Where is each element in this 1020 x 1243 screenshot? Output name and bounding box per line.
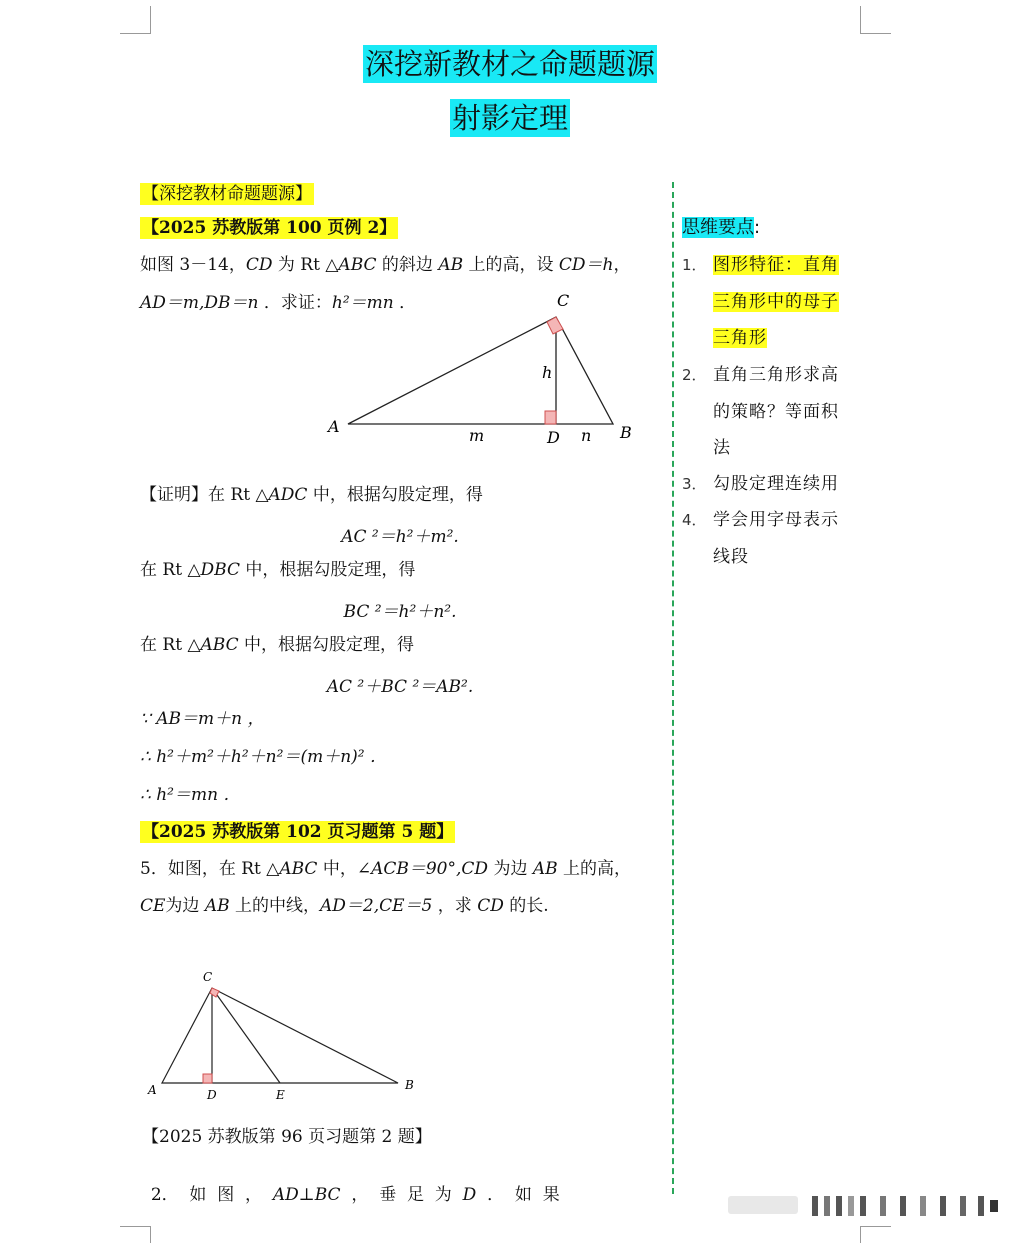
sidebar-item-4: 4． 学会用字母表示线段: [682, 502, 857, 576]
example1-line2: AD＝m,DB＝n ．求证：h²＝mn ．: [140, 293, 417, 313]
figure2-label-a: A: [148, 1083, 157, 1097]
page-subtitle-text: 射影定理: [451, 101, 568, 135]
exercise5-tag: 【2025 苏教版第 102 页习题第 5 题】: [142, 822, 454, 842]
figure1-label-m: m: [469, 426, 485, 445]
sidebar-item-2-text: 直角三角形求高的策略？等面积法: [713, 365, 839, 458]
sidebar-item-3-text: 勾股定理连续用: [713, 474, 839, 494]
example1-tag: 【2025 苏教版第 100 页例 2】: [142, 218, 397, 238]
column-divider: [672, 182, 674, 1194]
figure2-label-d: D: [207, 1088, 217, 1102]
figure1-label-n: n: [581, 426, 592, 445]
proof-therefore2: ∴ h²＝mn ．: [140, 785, 241, 805]
figure1-label-b: B: [620, 423, 632, 442]
figure1-label-c: C: [557, 291, 570, 310]
example1-line1: 如图 3－14，CD 为 Rt △ABC 的斜边 AB 上的高，设 CD＝h，: [140, 255, 631, 275]
sidebar-item-1: 1． 图形特征：直角三角形中的母子三角形: [682, 255, 839, 348]
figure2-label-b: B: [405, 1078, 414, 1092]
proof-because: ∵ AB＝m＋n ，: [140, 709, 265, 729]
watermark-graphic: [728, 1192, 1000, 1222]
proof-equation1: AC ²＝h²＋m².: [341, 527, 459, 547]
exercise5-line2: CE为边 AB 上的中线，AD＝2,CE＝5 ，求 CD 的长.: [140, 896, 549, 916]
figure2-label-c: C: [203, 970, 213, 984]
proof-line1: 【证明】在 Rt △ADC 中，根据勾股定理，得: [140, 485, 483, 505]
sidebar-title: 思维要点:: [682, 217, 761, 238]
sidebar-item-1-text: 图形特征：直角三角形中的母子三角形: [713, 255, 839, 348]
figure2-outline: [162, 988, 398, 1083]
sidebar-item-3: 3． 勾股定理连续用: [682, 466, 857, 503]
exercise5-line1: 5．如图，在 Rt △ABC 中，∠ACB＝90°,CD 为边 AB 上的高，: [140, 859, 632, 879]
section-tag: 【深挖教材命题题源】: [142, 184, 312, 204]
figure2-label-e: E: [276, 1088, 285, 1102]
proof-equation2: BC ²＝h²＋n².: [343, 602, 457, 622]
sidebar-title-text: 思维要点: [682, 217, 754, 238]
proof-line2: 在 Rt △DBC 中，根据勾股定理，得: [140, 560, 416, 580]
figure1-label-d: D: [547, 428, 560, 447]
figure2-right-angle-d: [203, 1074, 212, 1083]
proof-therefore1: ∴ h²＋m²＋h²＋n²＝(m＋n)² ．: [140, 747, 387, 767]
page-title-text: 深挖新教材之命题题源: [364, 47, 655, 81]
exercise2-line1: 2． 如 图 ， AD⊥BC ， 垂 足 为 D ． 如 果: [150, 1185, 560, 1205]
proof-line3: 在 Rt △ABC 中，根据勾股定理，得: [140, 635, 415, 655]
figure2-median: [212, 988, 280, 1083]
proof-equation3: AC ²＋BC ²＝AB².: [326, 677, 474, 697]
exercise2-tag: 【2025 苏教版第 96 页习题第 2 题】: [142, 1127, 432, 1147]
sidebar-item-4-text: 学会用字母表示线段: [713, 510, 839, 567]
figure1-label-h: h: [542, 363, 553, 382]
figure1-label-a: A: [328, 417, 340, 436]
sidebar-item-2: 2． 直角三角形求高的策略？等面积法: [682, 357, 857, 467]
